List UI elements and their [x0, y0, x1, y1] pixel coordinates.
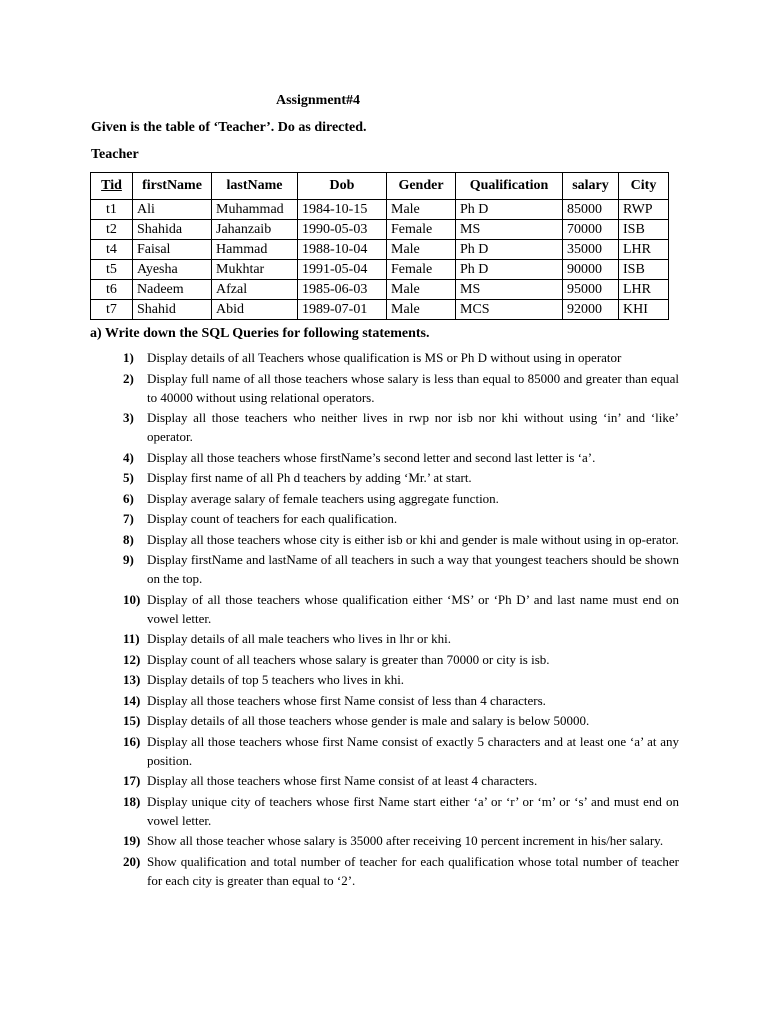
question-text: Display details of top 5 teachers who lives in khi. — [147, 672, 405, 687]
question-number: 7) — [123, 511, 134, 526]
table-cell: Ayesha — [133, 260, 212, 280]
table-cell: 1989-07-01 — [298, 300, 387, 320]
table-row — [91, 200, 669, 220]
table-row — [91, 220, 669, 240]
table-cell: 1988-10-04 — [298, 240, 387, 260]
table-cell: MCS — [456, 300, 563, 320]
question-text: Display all those teachers whose first Name consist of less than 4 characters. — [147, 692, 546, 708]
question-text: Display first name of all Ph d teachers by adding ‘Mr.’ at start. — [147, 470, 472, 485]
question-item — [123, 629, 679, 648]
table-cell: t6 — [91, 280, 133, 300]
column-header: lastName — [212, 173, 298, 200]
teacher-table — [90, 172, 669, 320]
table-cell: Male — [387, 300, 456, 320]
question-number: 6) — [123, 490, 134, 506]
question-number: 11) — [123, 631, 140, 646]
table-cell: Shahida — [133, 220, 212, 240]
assignment-title: Assignment#4 — [276, 93, 361, 108]
table-header-row — [91, 173, 669, 200]
table-cell: ISB — [619, 260, 669, 280]
question-item — [123, 792, 679, 830]
question-item — [123, 831, 679, 850]
question-item — [123, 670, 679, 689]
column-header: salary — [563, 173, 619, 200]
table-cell: Hammad — [212, 240, 298, 260]
question-number: 19) — [123, 833, 141, 848]
table-cell: Mukhtar — [212, 260, 298, 280]
table-cell: ISB — [619, 220, 669, 240]
question-text: Display all those teachers whose first Name consist of at least 4 characters. — [147, 773, 538, 788]
question-text: Display all those teachers whose city is either isb or khi and gender is male without using in op-erator. — [147, 531, 679, 547]
question-item — [123, 650, 679, 669]
question-item — [123, 852, 679, 890]
table-cell: KHI — [619, 300, 669, 320]
column-header: City — [619, 173, 669, 200]
table-cell: Abid — [212, 300, 298, 320]
question-item — [123, 711, 679, 730]
table-cell: 85000 — [563, 200, 619, 220]
table-row — [91, 240, 669, 260]
table-cell: 1985-06-03 — [298, 280, 387, 300]
section-heading: a) Write down the SQL Queries for following statements. — [90, 326, 430, 341]
table-cell: Jahanzaib — [212, 220, 298, 240]
table-name: Teacher — [91, 147, 139, 162]
table-cell: 1990-05-03 — [298, 220, 387, 240]
question-text: Display details of all Teachers whose qualification is MS or Ph D without using in operator — [147, 350, 622, 365]
table-cell: Male — [387, 200, 456, 220]
table-cell: Faisal — [133, 240, 212, 260]
question-text: Display unique city of teachers whose first Name start either ‘a’ or ‘r’ or ‘m’ or ‘s’ and must end on vowel letter. — [147, 793, 679, 828]
question-item — [123, 530, 679, 549]
question-text: Display all those teachers whose first Name consist of exactly 5 characters and at least one ‘a’ at any position. — [147, 733, 679, 768]
question-number: 18) — [123, 793, 141, 809]
question-number: 17) — [123, 773, 141, 788]
question-number: 2) — [123, 370, 134, 386]
question-number: 14) — [123, 692, 141, 708]
question-text: Display details of all those teachers whose gender is male and salary is below 50000. — [147, 713, 590, 728]
question-text: Display count of all teachers whose salary is greater than 70000 or city is isb. — [147, 651, 550, 667]
question-item — [123, 509, 679, 528]
question-text: Display average salary of female teachers using aggregate function. — [147, 490, 499, 506]
table-cell: Ph D — [456, 200, 563, 220]
table-cell: 92000 — [563, 300, 619, 320]
question-number: 13) — [123, 672, 141, 687]
table-cell: Ph D — [456, 260, 563, 280]
table-cell: MS — [456, 280, 563, 300]
question-item — [123, 489, 679, 508]
table-body — [91, 200, 669, 320]
column-header: Tid — [91, 173, 133, 200]
table-cell: Ali — [133, 200, 212, 220]
question-list — [123, 348, 679, 891]
question-item — [123, 369, 679, 407]
question-text: Display count of teachers for each qualification. — [147, 511, 398, 526]
table-cell: Male — [387, 280, 456, 300]
table-cell: 90000 — [563, 260, 619, 280]
table-cell: 1984-10-15 — [298, 200, 387, 220]
table-cell: Muhammad — [212, 200, 298, 220]
question-text: Show all those teacher whose salary is 35000 after receiving 10 percent increment in his/her salary. — [147, 833, 664, 848]
table-cell: 95000 — [563, 280, 619, 300]
table-cell: RWP — [619, 200, 669, 220]
table-cell: t2 — [91, 220, 133, 240]
question-text: Display all those teachers who neither lives in rwp nor isb nor khi without using ‘in’ and ‘like’ operator. — [147, 410, 679, 444]
table-row — [91, 300, 669, 320]
question-number: 3) — [123, 410, 134, 425]
question-text: Display full name of all those teachers whose salary is less than equal to 85000 and greater than equal to 40000 without using relational operators. — [147, 370, 679, 405]
column-header: Qualification — [456, 173, 563, 200]
table-row — [91, 280, 669, 300]
table-cell: MS — [456, 220, 563, 240]
table-cell: t1 — [91, 200, 133, 220]
table-cell: Male — [387, 240, 456, 260]
question-number: 12) — [123, 651, 141, 667]
question-text: Display of all those teachers whose qualification either ‘MS’ or ‘Ph D’ and last name must end on vowel letter. — [147, 591, 679, 626]
table-row — [91, 260, 669, 280]
question-number: 10) — [123, 591, 141, 607]
question-number: 5) — [123, 470, 134, 485]
table-cell: t4 — [91, 240, 133, 260]
table-cell: Ph D — [456, 240, 563, 260]
question-number: 4) — [123, 449, 134, 465]
question-number: 8) — [123, 531, 134, 547]
intro-text: Given is the table of ‘Teacher’. Do as directed. — [91, 120, 367, 135]
question-item — [123, 550, 679, 588]
question-item — [123, 468, 679, 487]
question-number: 9) — [123, 552, 134, 567]
question-item — [123, 691, 679, 710]
table-cell: LHR — [619, 240, 669, 260]
column-header: firstName — [133, 173, 212, 200]
question-number: 15) — [123, 713, 141, 728]
table-cell: Shahid — [133, 300, 212, 320]
table-cell: Female — [387, 260, 456, 280]
question-item — [123, 590, 679, 628]
table-cell: 70000 — [563, 220, 619, 240]
table-cell: Nadeem — [133, 280, 212, 300]
table-cell: Female — [387, 220, 456, 240]
question-text: Show qualification and total number of teacher for each qualification whose total number of teacher for each city is greater than equal to ‘2’. — [147, 853, 679, 888]
question-number: 16) — [123, 733, 141, 749]
table-cell: 1991-05-04 — [298, 260, 387, 280]
table-cell: t7 — [91, 300, 133, 320]
table-cell: Afzal — [212, 280, 298, 300]
question-item — [123, 348, 679, 367]
question-text: Display firstName and lastName of all teachers in such a way that youngest teachers should be shown on the top. — [147, 552, 679, 586]
table-cell: LHR — [619, 280, 669, 300]
question-item — [123, 408, 679, 446]
column-header: Gender — [387, 173, 456, 200]
question-text: Display all those teachers whose firstName’s second letter and second last letter is ‘a’. — [147, 449, 596, 465]
question-number: 1) — [123, 350, 134, 365]
question-item — [123, 771, 679, 790]
table-cell: 35000 — [563, 240, 619, 260]
question-text: Display details of all male teachers who lives in lhr or khi. — [147, 631, 451, 646]
question-item — [123, 448, 679, 467]
column-header: Dob — [298, 173, 387, 200]
question-item — [123, 732, 679, 770]
table-cell: t5 — [91, 260, 133, 280]
question-number: 20) — [123, 853, 141, 869]
